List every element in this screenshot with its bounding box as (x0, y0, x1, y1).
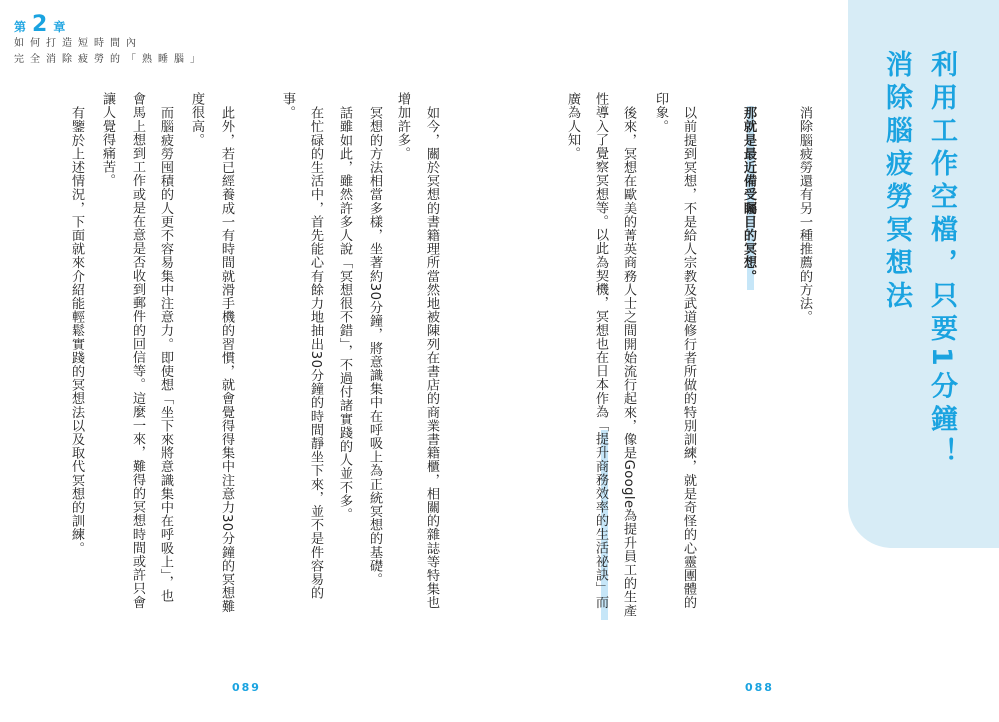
paragraph-line: 而腦疲勞囤積的人更不容易集中注意力。即使想「坐下來將意識集中在呼吸上」，也 (158, 106, 173, 603)
paragraph-line: 此外，若已經養成一有時間就滑手機的習慣，就會覺得得集中注意力30分鐘的冥想難 (219, 106, 234, 614)
paragraph-line: 消除腦疲勞還有另一種推薦的方法。 (797, 106, 812, 324)
paragraph-line: 後來，冥想在歐美的菁英商務人士之間開始流行起來，像是Google為提升員工的生產 (621, 106, 636, 618)
paragraph-line: 事。 (280, 92, 295, 120)
paragraph-line: 增加許多。 (395, 92, 410, 160)
chapter-prefix: 第 (14, 20, 27, 34)
section-title-line-1: 利用工作空檔，只要1分鐘！ (926, 50, 957, 471)
paragraph-line: 在忙碌的生活中，首先能心有餘力地抽出30分鐘的時間靜坐下來，並不是件容易的 (308, 106, 323, 600)
chapter-suffix: 章 (53, 20, 66, 34)
page-number-right: 088 (745, 681, 774, 694)
page-number-left: 089 (232, 681, 261, 694)
emphasis-line: 那就是最近備受矚目的冥想。 (741, 106, 756, 283)
paragraph-line: 廣為人知。 (565, 92, 580, 160)
chapter-number: 2 (32, 12, 48, 37)
paragraph-line: 讓人覺得痛苦。 (100, 92, 115, 188)
section-title-line-2: 消除腦疲勞冥想法 (881, 50, 912, 314)
paragraph-line: 度很高。 (189, 92, 204, 147)
paragraph-line: 話雖如此，雖然許多人說「冥想很不錯」，不過付諸實踐的人並不多。 (337, 106, 352, 521)
paragraph-line: 以前提到冥想，不是給人宗教及武道修行者所做的特別訓練，就是奇怪的心靈團體的 (681, 106, 696, 610)
paragraph-line: 冥想的方法相當多樣，坐著約30分鐘，將意識集中在呼吸上為正統冥想的基礎。 (367, 106, 382, 586)
chapter-label (14, 14, 206, 36)
paragraph-line: 印象。 (653, 92, 668, 133)
paragraph-line: 會馬上想到工作或是在意是否收到郵件的回信等。這麼一來，難得的冥想時間或許只會 (130, 92, 145, 609)
paragraph-line: 有鑒於上述情況，下面就來介紹能輕鬆實踐的冥想法以及取代冥想的訓練。 (69, 106, 84, 555)
chapter-subtitle-1: 如何打造短時間內 (14, 38, 142, 49)
paragraph-line: 如今，關於冥想的書籍理所當然地被陳列在書店的商業書籍櫃，相關的雜誌等特集也 (424, 106, 439, 610)
paragraph-line: 性導入了覺察冥想等。以此為契機，冥想也在日本作為「提升商務效率的生活祕訣」而 (593, 92, 608, 609)
title-panel (848, 0, 999, 548)
chapter-subtitle-2: 完全消除疲勞的「熟睡腦」 (14, 54, 206, 65)
chapter-header (14, 14, 206, 68)
